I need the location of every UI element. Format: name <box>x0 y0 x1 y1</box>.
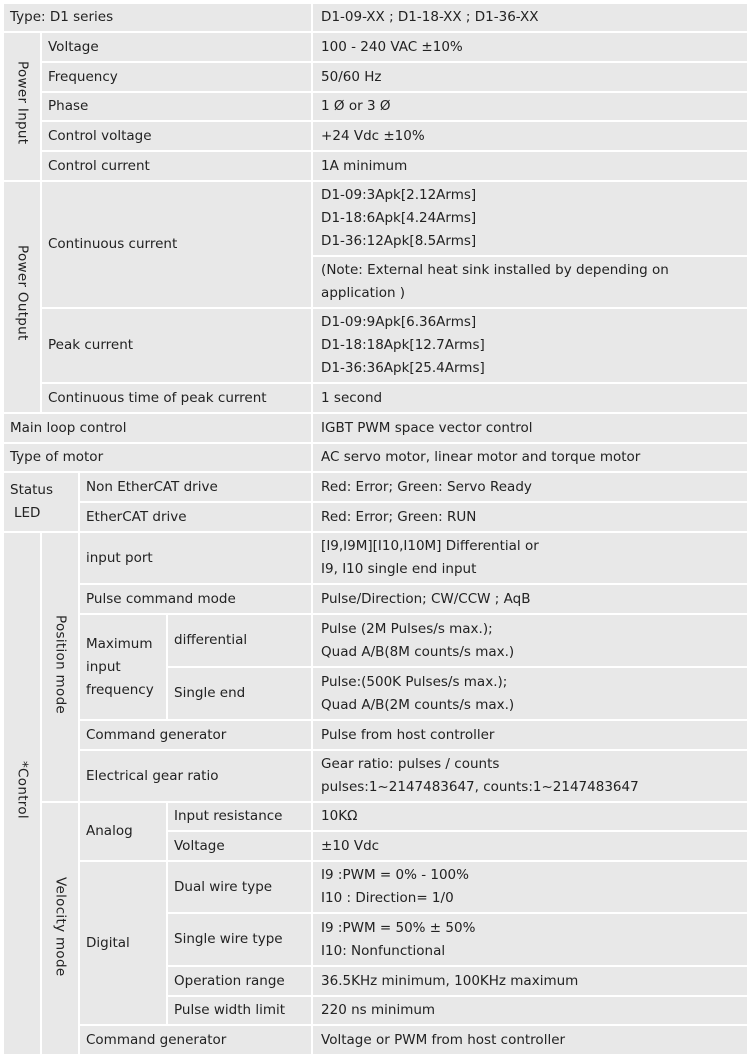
single-end-line: Pulse:(500K Pulses/s max.); <box>321 673 508 690</box>
control-voltage-value: +24 Vdc ±10% <box>312 121 748 151</box>
table-row <box>3 413 748 443</box>
type-value: D1-09-XX ; D1-18-XX ; D1-36-XX <box>312 3 748 32</box>
max-input-frequency-line: frequency <box>86 681 154 698</box>
continuous-current-note: (Note: External heat sink installed by depending on application ) <box>312 256 748 308</box>
pulse-command-mode-value: Pulse/Direction; CW/CCW ; AqB <box>312 584 748 614</box>
max-input-frequency-line: input <box>86 658 121 675</box>
control-current-value: 1A minimum <box>312 151 748 181</box>
ethercat-value: Red: Error; Green: RUN <box>312 502 748 532</box>
table-row <box>3 3 748 32</box>
differential-line: Quad A/B(8M counts/s max.) <box>321 643 515 660</box>
table-row <box>3 502 748 532</box>
differential-value <box>312 614 748 667</box>
input-port-label: input port <box>79 532 312 584</box>
input-port-line: [I9,I9M][I10,I10M] Differential or <box>321 538 539 554</box>
table-row <box>3 614 748 667</box>
peak-current-label: Peak current <box>41 308 312 383</box>
gear-ratio-line: pulses:1~2147483647, counts:1~2147483647 <box>321 779 639 795</box>
table-row <box>3 584 748 614</box>
main-loop-label: Main loop control <box>3 413 312 443</box>
electrical-gear-ratio-value <box>312 750 748 802</box>
table-row <box>3 308 748 383</box>
peak-current-line: D1-09:9Apk[6.36Arms] <box>321 314 477 330</box>
voltage-label: Voltage <box>41 32 312 62</box>
single-end-label: Single end <box>167 667 312 720</box>
frequency-label: Frequency <box>41 62 312 92</box>
peak-current-line: D1-36:36Apk[25.4Arms] <box>321 360 485 376</box>
analog-voltage-value: ±10 Vdc <box>312 831 748 861</box>
power-input-group-label: Power Input <box>14 60 31 145</box>
table-row <box>3 121 748 151</box>
position-mode-group-cell <box>41 532 79 802</box>
table-row <box>3 750 748 802</box>
pulse-command-mode-label: Pulse command mode <box>79 584 312 614</box>
single-wire-label: Single wire type <box>167 913 312 966</box>
frequency-value: 50/60 Hz <box>312 62 748 92</box>
continuous-current-line: D1-18:6Apk[4.24Arms] <box>321 210 477 226</box>
table-row <box>3 62 748 92</box>
status-led-group-cell <box>3 472 79 532</box>
operation-range-label: Operation range <box>167 966 312 996</box>
power-output-group-label: Power Output <box>14 245 31 341</box>
continuous-current-line: D1-09:3Apk[2.12Arms] <box>321 187 477 203</box>
single-end-value <box>312 667 748 720</box>
table-row <box>3 151 748 181</box>
status-led-group-label: LED <box>14 505 41 521</box>
differential-label: differential <box>167 614 312 667</box>
single-wire-line: I9 :PWM = 50% ± 50% <box>321 919 476 936</box>
voltage-value: 100 - 240 VAC ±10% <box>312 32 748 62</box>
gear-ratio-line: Gear ratio: pulses / counts <box>321 756 500 772</box>
peak-current-line: D1-18:18Apk[12.7Arms] <box>321 337 485 353</box>
pulse-width-limit-label: Pulse width limit <box>167 996 312 1025</box>
phase-value: 1 Ø or 3 Ø <box>312 92 748 121</box>
dual-wire-line: I9 :PWM = 0% - 100% <box>321 867 469 883</box>
ethercat-label: EtherCAT drive <box>79 502 312 532</box>
control-group-cell <box>3 532 41 1055</box>
analog-voltage-label: Voltage <box>167 831 312 861</box>
continuous-current-line: D1-36:12Apk[8.5Arms] <box>321 233 477 249</box>
table-row <box>3 443 748 472</box>
table-row <box>3 861 748 913</box>
phase-label: Phase <box>41 92 312 121</box>
motor-type-value: AC servo motor, linear motor and torque motor <box>312 443 748 472</box>
differential-line: Pulse (2M Pulses/s max.); <box>321 620 493 637</box>
non-ethercat-value: Red: Error; Green: Servo Ready <box>312 472 748 502</box>
analog-label: Analog <box>79 802 167 861</box>
single-end-line: Quad A/B(2M counts/s max.) <box>321 696 515 713</box>
table-row <box>3 383 748 413</box>
table-row <box>3 181 748 256</box>
control-group-label: *Control <box>14 760 31 819</box>
position-mode-group-label: Position mode <box>52 615 69 715</box>
table-row <box>3 92 748 121</box>
dual-wire-label: Dual wire type <box>167 861 312 913</box>
dual-wire-value <box>312 861 748 913</box>
main-loop-value: IGBT PWM space vector control <box>312 413 748 443</box>
input-port-line: I9, I10 single end input <box>321 561 477 577</box>
table-row <box>3 472 748 502</box>
control-current-label: Control current <box>41 151 312 181</box>
table-row <box>3 802 748 831</box>
status-led-group-label: Status <box>10 482 54 498</box>
control-voltage-label: Control voltage <box>41 121 312 151</box>
position-command-generator-label: Command generator <box>79 720 312 750</box>
peak-time-value: 1 second <box>312 383 748 413</box>
table-row <box>3 1025 748 1055</box>
continuous-current-value <box>312 181 748 256</box>
velocity-mode-group-cell <box>41 802 79 1055</box>
motor-type-label: Type of motor <box>3 443 312 472</box>
velocity-command-generator-value: Voltage or PWM from host controller <box>312 1025 748 1055</box>
electrical-gear-ratio-label: Electrical gear ratio <box>79 750 312 802</box>
spec-table <box>2 2 749 1056</box>
pulse-width-limit-value: 220 ns minimum <box>312 996 748 1025</box>
single-wire-line: I10: Nonfunctional <box>321 942 446 959</box>
non-ethercat-label: Non EtherCAT drive <box>79 472 312 502</box>
continuous-current-label: Continuous current <box>41 181 312 308</box>
table-row <box>3 720 748 750</box>
input-port-value <box>312 532 748 584</box>
table-row <box>3 32 748 62</box>
max-input-frequency-label <box>79 614 167 720</box>
single-wire-value <box>312 913 748 966</box>
table-row <box>3 532 748 584</box>
input-resistance-label: Input resistance <box>167 802 312 831</box>
peak-current-value <box>312 308 748 383</box>
dual-wire-line: I10 : Direction= 1/0 <box>321 890 454 906</box>
velocity-mode-group-label: Velocity mode <box>52 877 69 977</box>
type-label: Type: D1 series <box>3 3 312 32</box>
power-input-group-cell <box>3 32 41 181</box>
velocity-command-generator-label: Command generator <box>79 1025 312 1055</box>
operation-range-value: 36.5KHz minimum, 100KHz maximum <box>312 966 748 996</box>
max-input-frequency-line: Maximum <box>86 635 153 652</box>
power-output-group-cell <box>3 181 41 413</box>
digital-label: Digital <box>79 861 167 1025</box>
input-resistance-value: 10KΩ <box>312 802 748 831</box>
peak-time-label: Continuous time of peak current <box>41 383 312 413</box>
position-command-generator-value: Pulse from host controller <box>312 720 748 750</box>
